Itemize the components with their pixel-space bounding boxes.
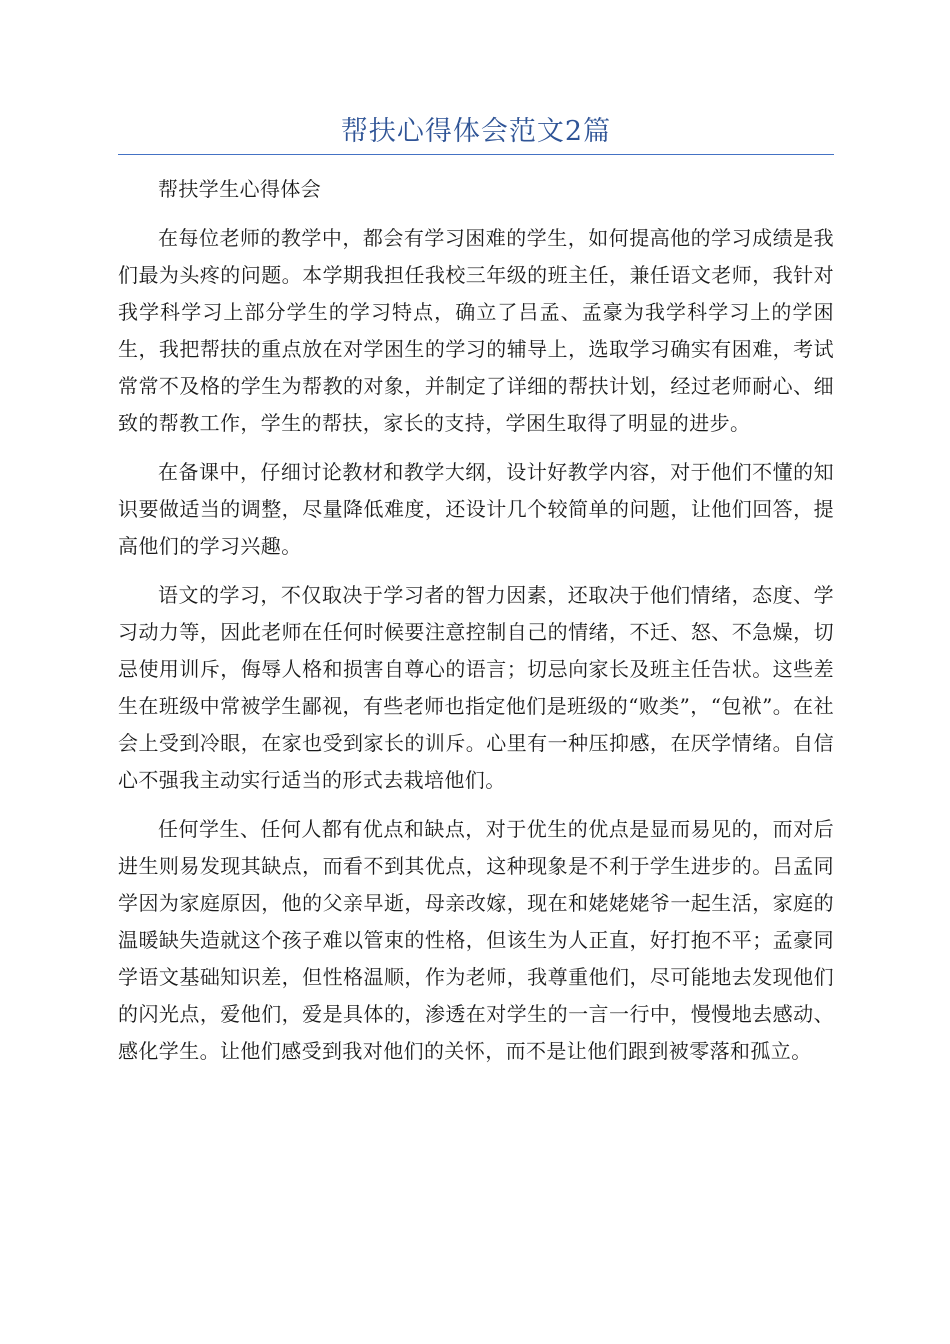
paragraph: 在每位老师的教学中，都会有学习困难的学生，如何提高他的学习成绩是我们最为头疼的问题。本学期我担任我校三年级的班主任，兼任语文老师，我针对我学科学习上部分学生的学习特点，确立了吕孟、孟豪为我学科学习上的学困生，我把帮扶的重点放在对学困生的学习的辅导上，选取学习确实有困难，考试常常不及格的学生为帮教的对象，并制定了详细的帮扶计划，经过老师耐心、细致的帮教工作，学生的帮扶，家长的支持，学困生取得了明显的进步。	[118, 226, 834, 435]
section-heading: 帮扶学生心得体会	[158, 177, 322, 201]
document-title: 帮扶心得体会范文2篇	[340, 116, 612, 147]
document-body	[118, 171, 834, 1082]
paragraph: 任何学生、任何人都有优点和缺点，对于优生的优点是显而易见的，而对后进生则易发现其缺点，而看不到其优点，这种现象是不利于学生进步的。吕孟同学因为家庭原因，他的父亲早逝，母亲改嫁，现在和姥姥姥爷一起生活，家庭的温暖缺失造就这个孩子难以管束的性格，但该生为人正直，好打抱不平；孟豪同学语文基础知识差，但性格温顺，作为老师，我尊重他们，尽可能地去发现他们的闪光点，爱他们，爱是具体的，渗透在对学生的一言一行中，慢慢地去感动、感化学生。让他们感受到我对他们的关怀，而不是让他们跟到被零落和孤立。	[118, 817, 834, 1063]
paragraph: 语文的学习，不仅取决于学习者的智力因素，还取决于他们情绪，态度、学习动力等，因此老师在任何时候要注意控制自己的情绪，不迁、怒、不急燥，切忌使用训斥，侮辱人格和损害自尊心的语言；切忌向家长及班主任告状。这些差生在班级中常被学生鄙视，有些老师也指定他们是班级的“败类”，“包袱”。在社会上受到冷眼，在家也受到家长的训斥。心里有一种压抑感，在厌学情绪。自信心不强我主动实行适当的形式去栽培他们。	[118, 583, 834, 792]
title-underline	[118, 154, 834, 155]
paragraph: 在备课中，仔细讨论教材和教学大纲，设计好教学内容，对于他们不懂的知识要做适当的调整，尽量降低难度，还设计几个较简单的问题，让他们回答，提高他们的学习兴趣。	[118, 460, 834, 558]
